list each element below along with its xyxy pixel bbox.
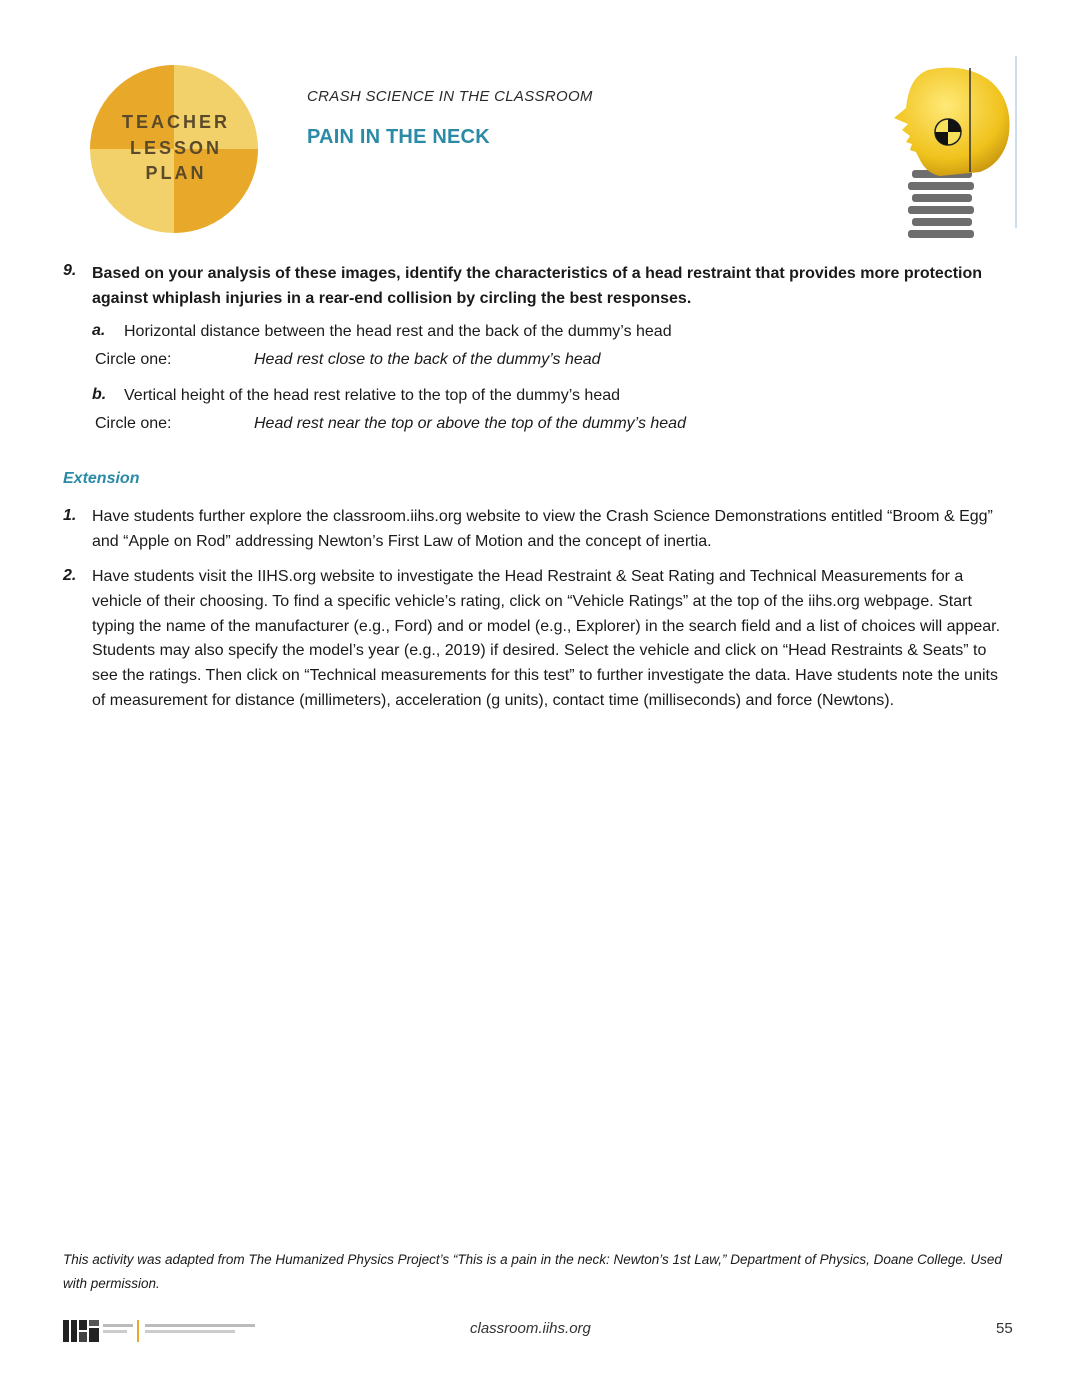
extension-item-number: 1. <box>63 507 77 524</box>
iihs-hldi-logo <box>63 1318 273 1346</box>
page-title: PAIN IN THE NECK <box>307 126 490 148</box>
badge-line: LESSON <box>129 137 222 158</box>
extension-item-text: Have students visit the IIHS.org website to investigate the Head Restraint & Seat Rating and Technical Measurements for a vehicle of their choosing. To find a specific vehicle’s rating, click on “Vehicle Ratings” at the top of the iihs.org webpage. Start typing the name of the manufacturer (e.g., Ford) and or model (e.g., Explorer) in the search field and a list of choices will appear. Students may also specify the model’s year (e.g., 2019) if desired. Select the vehicle and click on “Head Restraints & Seats” to see the ratings. Then click on “Technical measurements for this test” to further investigate the data. Have students note the units of measurement for distance (millimeters), acceleration (g units), contact time (milliseconds) and force (Newtons). <box>92 568 1001 709</box>
extension-item-number: 2. <box>63 567 77 584</box>
badge-label <box>90 110 262 187</box>
circle-one-label: Circle one: <box>95 415 172 432</box>
item-letter: a. <box>92 322 106 339</box>
answer-text: Head rest close to the back of the dummy’s head <box>254 351 601 368</box>
extension-item-text: Have students further explore the classroom.iihs.org website to view the Crash Science Demonstrations entitled “Broom & Egg” and “Apple on Rod” addressing Newton’s First Law of Motion and the concept of inertia. <box>92 508 993 550</box>
item-text: Horizontal distance between the head rest and the back of the dummy’s head <box>124 323 672 340</box>
item-letter: b. <box>92 386 107 403</box>
question-text: Based on your analysis of these images, identify the characteristics of a head restraint that provides more protection against whiplash injuries in a rear-end collision by circling the best responses. <box>92 265 983 307</box>
series-kicker: CRASH SCIENCE IN THE CLASSROOM <box>307 88 593 105</box>
item-text: Vertical height of the head rest relative to the top of the dummy’s head <box>124 387 621 404</box>
attribution-note: This activity was adapted from The Humanized Physics Project’s “This is a pain in the neck: Newton’s 1st Law,” Department of Physics, Doane College. Used with permission. <box>63 1252 1002 1291</box>
badge-line: PLAN <box>145 163 207 183</box>
footer-url: classroom.iihs.org <box>470 1320 591 1337</box>
circle-one-label: Circle one: <box>95 351 172 368</box>
badge-line: TEACHER <box>121 112 230 132</box>
extension-heading: Extension <box>63 470 140 487</box>
crash-test-dummy-head-icon <box>850 52 1022 242</box>
question-number: 9. <box>63 262 77 279</box>
answer-text: Head rest near the top or above the top of the dummy’s head <box>254 415 686 432</box>
page-number: 55 <box>996 1320 1013 1337</box>
